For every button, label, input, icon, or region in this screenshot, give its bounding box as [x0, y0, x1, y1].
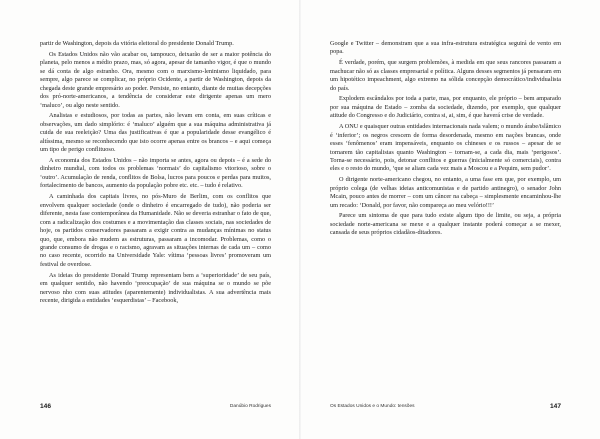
right-page-footer — [330, 403, 561, 415]
paragraph: A economia dos Estados Unidos – não importa se antes, agora ou depois – é a sede do dinheiro mundial, com todos os problemas ‘normais’ do capitalismo vitorioso, sobre o ‘outro’. Acumulação de renda, conflitos de Bolsa, lucros para poucos e perdas para muitos, fortalecimento de bancos, aumento da população pobre etc. etc. – tudo é relativo. — [40, 156, 271, 190]
paragraph: A caminhada dos capitais livres, no pós-Muro de Berlim, com os conflitos que envolvem qualquer sociedade (onde o dinheiro é encarregado de tudo), não poderia ser diferente, nesta fase contemporânea da Humanidade. Não se deveria estranhar o fato de que, com a radicalização dos costumes e a movimentação das classes sociais, nas sociedades de hoje, os partidos conservadores passaram a exigir contra as mudanças mínimas no status quo, que, embora não mudem as estruturas, passaram a incomodar. Problemas, como o grande consumo de drogas e o racismo, agravam as situações internas de cada um – como no caso recente, ocorrido na Universidade Yale: vítima ‘pessoas livres’ promoveram um festival de overdose. — [40, 193, 271, 268]
page-number: 146 — [40, 403, 52, 410]
running-head: Os Estados Unidos e o Mundo: tensões — [330, 404, 415, 409]
left-page-footer — [40, 403, 271, 415]
paragraph: Explodem escândalos por toda a parte, mas, por enquanto, ele próprio – bem amparado por sua máquina de Estado – zomba da sociedade, dizendo, por exemplo, que qualquer atitude do Congresso e do Judiciário, contra si, ai, sim, é que haverá crise de verdade. — [330, 95, 561, 120]
paragraph: Analistas e estudiosos, por todas as partes, não levam em conta, em suas críticas e observações, um dado simplório: é ‘maluco’ alguém que a sua máquina administrativa já cuida de sua reeleição? Uma das justificativas é que a popularidade desse evangélico é altíssima, mesmo se reconhecendo que isto ocorre apenas entre os brancos – e aqui começa um tipo de perigo conflituoso. — [40, 112, 271, 154]
paragraph: As ideias do presidente Donald Trump representam bem a ‘superioridade’ de seu país, em qualquer sentido, não havendo ‘preocupação’ de sua máquina se o mundo se põe nervoso nho com suas atitudes (aparentemente) individualistas. A sua advertência mais recente, dirigida a entidades ‘esquerdistas’ – Facebook, — [40, 271, 271, 305]
running-head: Danúbio Rodrigues — [229, 404, 271, 409]
right-page-text — [330, 40, 561, 240]
paragraph: É verdade, porém, que surgem problemões, à medida em que seus rancores passaram a machucar não só as classes empresarial e política. Alguns desses segmentos já pensaram em um hipotético impeachment, algo extremo na sólida concepção democrático/individualista do país. — [330, 59, 561, 92]
page-number: 147 — [549, 403, 561, 410]
paragraph: Parece um sintoma de que para tudo existe algum tipo de limite, ou seja, a própria sociedade norte-americana se mexe e a qualquer instante poderá começar a se mexer, cansada de seus próprios cidadãos-ditadores. — [330, 212, 561, 237]
paragraph: O dirigente norte-americano chegou, no entanto, a uma fase em que, por exemplo, um próprio colega (de velhas ideias anticomunistas e de partido antinegro), o senador John Mcain, pouco antes de morrer – com um câncer na cabeça – simplesmente encaminhou-lhe um recado: ‘Donald, por favor, não compareça ao meu velório!!!’ — [330, 176, 561, 209]
right-page — [300, 0, 600, 439]
paragraph: A ONU e quaisquer outras entidades internacionais nada valem; o mundo árabe/islâmico é ‘inferior’; os negros crescem de forma desordenada, mesmo em nações brancas, onde esses ‘fenômenos’ eram impensáveis, enquanto os chineses e os russos – apesar de se tornarem tão capitalistas quanto Washington – tornam-se, a cada dia, mais ‘perigosos’. Torna-se necessário, pois, detonar conflitos e guerras (inicialmente só comerciais), contra eles e o resto do mundo, ‘que se aliam cada vez mais a Moscou e a Pequim, sem pudor’. — [330, 123, 561, 173]
paragraph: Google e Twitter – demonstram que a sua infra-estrutura estratégica seguirá de vento em popa. — [330, 40, 561, 56]
paragraph: partir de Washington, depois da vitória eleitoral do presidente Donald Trump. — [40, 40, 234, 47]
paragraph: Os Estados Unidos não vão acabar ou, tampouco, deixarão de ser a maior potência do planeta, pelo menos a médio prazo, mas, só agora, apesar de tamanho vigor, é que o mundo se dá conta de algo estranho. Ora, mesmo com o marxismo-leninismo liquidado, para sempre, algo parece se complicar, no próprio Ocidente, a partir de Washington, depois da chegada deste grande empresário ao poder. Persiste, no entanto, diante de muitas decepções dos pró-norte-americanos, a tendência de considerar este dirigente apenas um mero ‘maluco’, ou algo neste sentido. — [40, 50, 271, 109]
left-page-text — [40, 40, 271, 308]
